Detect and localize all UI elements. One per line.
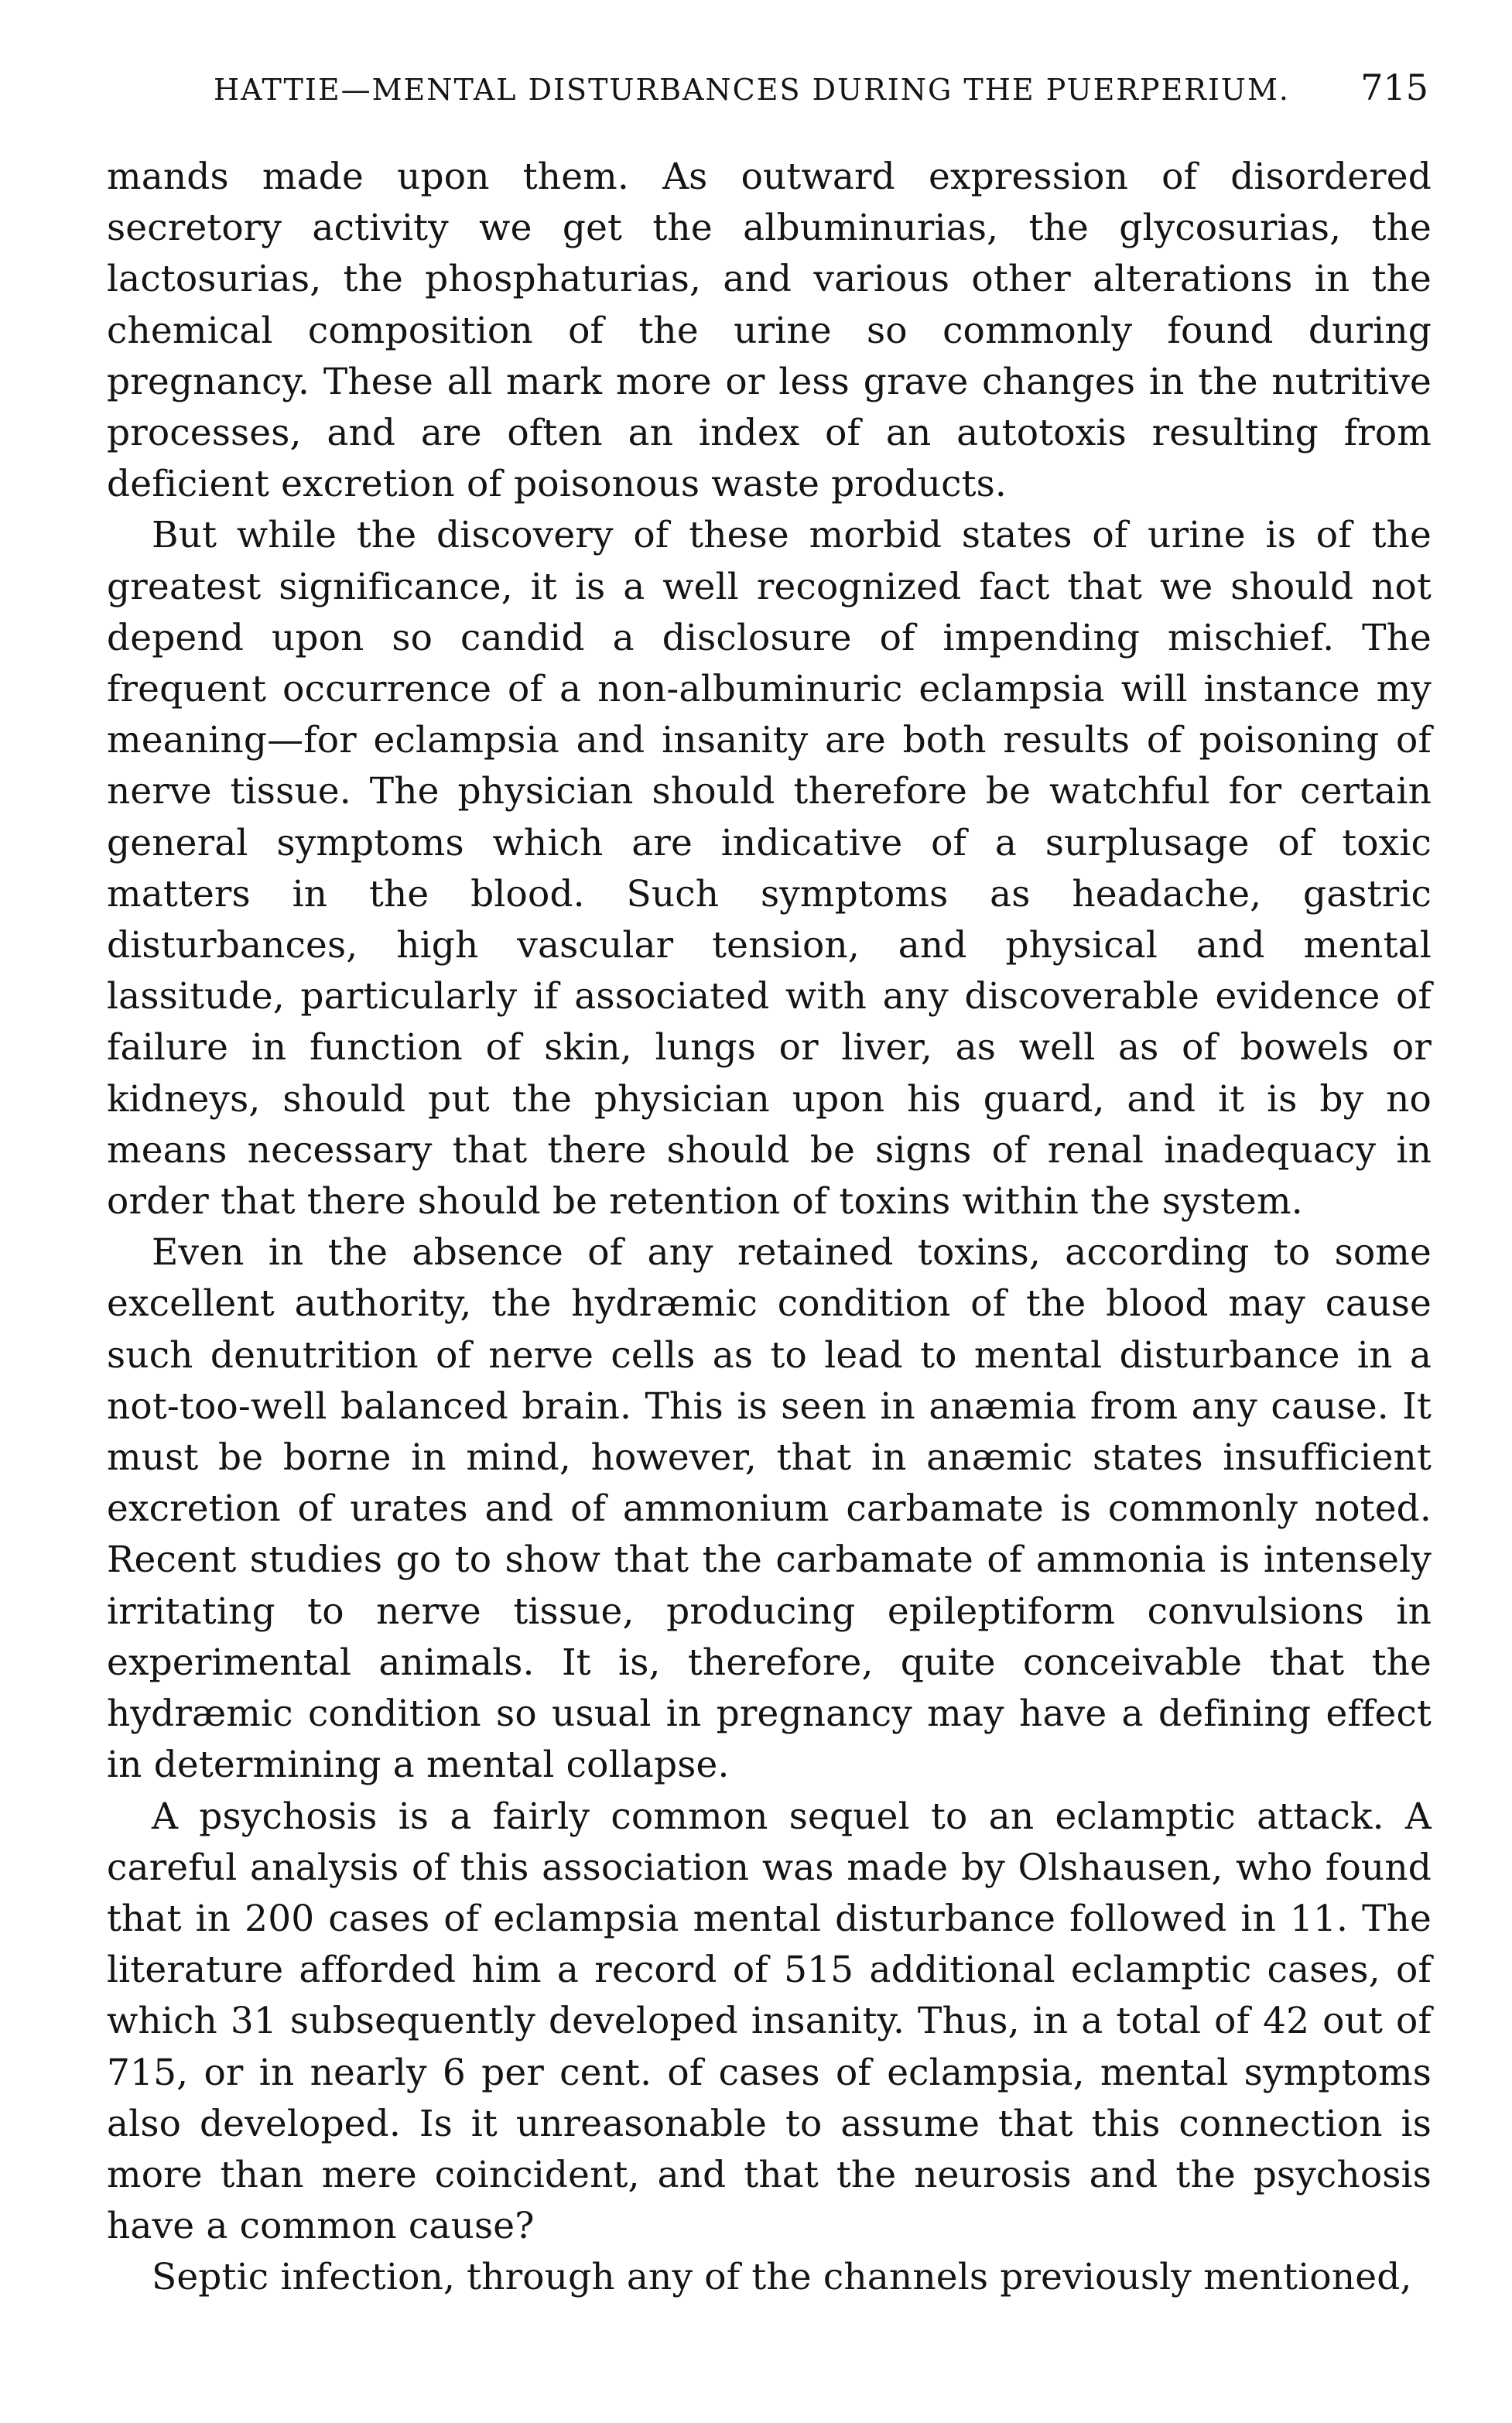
paragraph-septic-infection: Septic infection, through any of the channels previously mentioned, (152, 2256, 1412, 2299)
paragraph-continued: mands made upon them. As outward expression of disordered secretory activity we get the albuminurias, the glycosurias, the lactosurias, the phosphaturias, and various other alterations in the chemical composition of the urine so commonly found during pregnancy. These all mark more or less grave changes in the nutritive processes, and are often an index of an autotoxis resulting from deficient excretion of poisonous waste products. (107, 156, 1432, 506)
paragraph-urine-states: But while the discovery of these morbid states of urine is of the greatest significance, it is a well recognized fact that we should not depend upon so candid a disclosure of impending mischief. The frequent occurrence of a non-albuminuric eclampsia will instance my meaning—for eclampsia and insanity are both results of poisoning of nerve tissue. The physician should therefore be watchful for certain general symptoms which are indicative of a surplusage of toxic matters in the blood. Such symptoms as headache, gastric disturbances, high vascular tension, and physical and mental lassitude, particularly if associated with any discoverable evidence of failure in function of skin, lungs or liver, as well as of bowels or kidneys, should put the physician upon his guard, and it is by no means necessary that there should be signs of renal inadequacy in order that there should be retention of toxins within the system. (107, 514, 1432, 1223)
body-text (107, 152, 1432, 2304)
paragraph-eclampsia-psychosis: A psychosis is a fairly common sequel to an eclamptic attack. A careful analysis of this association was made by Olshausen, who found that in 200 cases of eclampsia mental disturbance followed in 11. The literature afforded him a record of 515 additional eclamptic cases, of which 31 subsequently developed insanity. Thus, in a total of 42 out of 715, or in nearly 6 per cent. of cases of eclampsia, mental symptoms also developed. Is it unreasonable to assume that this connection is more than mere coincident, and that the neurosis and the psychosis have a common cause? (107, 1795, 1432, 2248)
running-title: HATTIE—MENTAL DISTURBANCES DURING THE PUERPERIUM. (214, 73, 1290, 107)
running-head (107, 67, 1432, 138)
page-number: 715 (1360, 67, 1428, 108)
paragraph-hydraemic-condition: Even in the absence of any retained toxins, according to some excellent authority, the hydræmic condition of the blood may cause such denutrition of nerve cells as to lead to mental disturbance in a not-too-well balanced brain. This is seen in anæmia from any cause. It must be borne in mind, however, that in anæmic states insufficient excretion of urates and of ammonium carbamate is commonly noted. Recent studies go to show that the carbamate of ammonia is intensely irritating to nerve tissue, producing epileptiform convulsions in experimental animals. It is, therefore, quite conceivable that the hydræmic condition so usual in pregnancy may have a defining effect in determining a mental collapse. (107, 1231, 1432, 1787)
book-page (107, 67, 1432, 2304)
